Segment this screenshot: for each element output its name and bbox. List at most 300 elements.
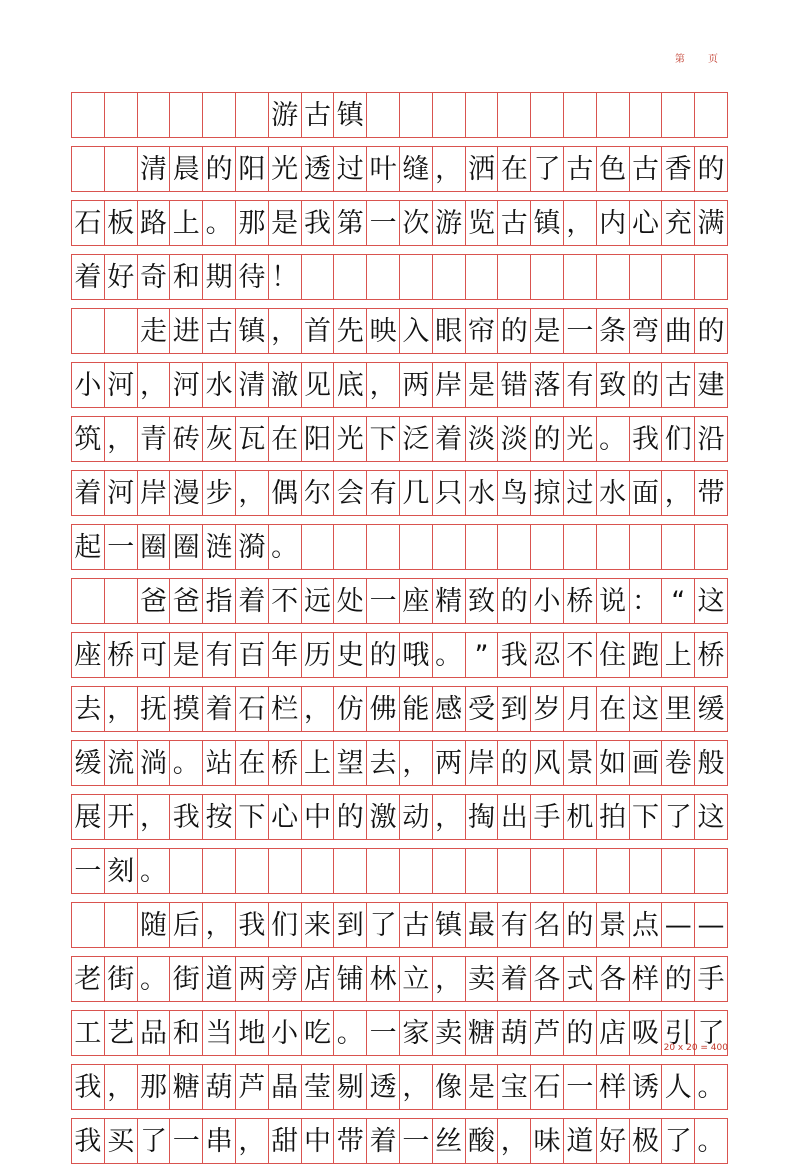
grid-cell: 岸: [433, 363, 466, 407]
grid-cell: [105, 93, 138, 137]
grid-cell: 下: [236, 795, 269, 839]
grid-cell: [597, 255, 630, 299]
grid-cell: 刻: [105, 849, 138, 893]
grid-cell: [466, 849, 499, 893]
grid-cell: 石: [236, 687, 269, 731]
grid-cell: 说: [597, 579, 630, 623]
grid-cell: [105, 903, 138, 947]
grid-cell: 去: [71, 687, 105, 731]
grid-cell: [71, 309, 105, 353]
grid-cell: 漫: [170, 471, 203, 515]
grid-cell: 澈: [269, 363, 302, 407]
grid-row: [71, 92, 728, 138]
grid-cell: 莹: [302, 1065, 335, 1109]
grid-cell: 河: [105, 363, 138, 407]
grid-cell: 是: [269, 201, 302, 245]
grid-cell: 上: [302, 741, 335, 785]
grid-cell: 上: [170, 201, 203, 245]
grid-cell: 镇: [433, 903, 466, 947]
grid-cell: [71, 147, 105, 191]
grid-cell: 宝: [498, 1065, 531, 1109]
grid-cell: 着: [433, 417, 466, 461]
grid-cell: 后: [170, 903, 203, 947]
grid-cell: 机: [564, 795, 597, 839]
grid-cell: 河: [170, 363, 203, 407]
grid-cell: 在: [269, 417, 302, 461]
grid-cell: 游: [433, 201, 466, 245]
grid-cell: [400, 93, 433, 137]
grid-cell: 们: [269, 903, 302, 947]
grid-cell: [367, 849, 400, 893]
grid-cell: 在: [597, 687, 630, 731]
grid-cell: [466, 93, 499, 137]
grid-cell: 老: [71, 957, 105, 1001]
grid-cell: 样: [597, 1065, 630, 1109]
grid-cell: 艺: [105, 1011, 138, 1055]
grid-cell: 底: [334, 363, 367, 407]
grid-cell: 建: [695, 363, 728, 407]
grid-cell: [433, 525, 466, 569]
grid-cell: 店: [302, 957, 335, 1001]
grid-cell: 一: [564, 1065, 597, 1109]
grid-cell: 有: [564, 363, 597, 407]
grid-cell: 是: [531, 309, 564, 353]
grid-cell: 的: [203, 147, 236, 191]
grid-cell: 弯: [630, 309, 663, 353]
grid-cell: 爸: [170, 579, 203, 623]
grid-cell: 着: [71, 255, 105, 299]
grid-cell: 石: [531, 1065, 564, 1109]
grid-cell: 着: [498, 957, 531, 1001]
grid-cell: [203, 849, 236, 893]
grid-cell: 我: [236, 903, 269, 947]
grid-cell: 是: [170, 633, 203, 677]
grid-cell: 店: [597, 1011, 630, 1055]
grid-cell: 我: [630, 417, 663, 461]
grid-cell: [203, 93, 236, 137]
grid-cell: [105, 147, 138, 191]
grid-cell: [531, 525, 564, 569]
grid-cell: 洒: [466, 147, 499, 191]
grid-cell: [662, 93, 695, 137]
grid-count-label: 20 x 20 = 400: [663, 1043, 728, 1053]
grid-cell: 游: [269, 93, 302, 137]
grid-cell: ，: [302, 687, 335, 731]
grid-cell: 们: [662, 417, 695, 461]
grid-cell: [564, 255, 597, 299]
grid-cell: [498, 849, 531, 893]
grid-cell: 清: [236, 363, 269, 407]
grid-cell: 掏: [466, 795, 499, 839]
grid-cell: [597, 93, 630, 137]
grid-cell: 那: [138, 1065, 171, 1109]
grid-cell: [695, 93, 728, 137]
grid-cell: 卖: [466, 957, 499, 1001]
grid-cell: 桥: [105, 633, 138, 677]
grid-cell: 座: [71, 633, 105, 677]
grid-cell: 历: [302, 633, 335, 677]
grid-cell: 着: [236, 579, 269, 623]
grid-cell: [662, 525, 695, 569]
grid-cell: ，: [105, 417, 138, 461]
grid-cell: 展: [71, 795, 105, 839]
grid-cell: 瓦: [236, 417, 269, 461]
grid-cell: 的: [498, 579, 531, 623]
grid-cell: 着: [203, 687, 236, 731]
grid-cell: 水: [466, 471, 499, 515]
grid-cell: 带: [334, 1119, 367, 1163]
grid-cell: [334, 255, 367, 299]
grid-cell: 小: [71, 363, 105, 407]
grid-cell: 仿: [334, 687, 367, 731]
grid-cell: 入: [400, 309, 433, 353]
grid-cell: 映: [367, 309, 400, 353]
grid-cell: 史: [334, 633, 367, 677]
grid-cell: ，: [662, 471, 695, 515]
grid-cell: 清: [138, 147, 171, 191]
grid-cell: 在: [498, 147, 531, 191]
grid-cell: 步: [203, 471, 236, 515]
grid-cell: 味: [531, 1119, 564, 1163]
grid-cell: 座: [400, 579, 433, 623]
grid-cell: ，: [105, 1065, 138, 1109]
grid-cell: 拍: [597, 795, 630, 839]
grid-cell: 出: [498, 795, 531, 839]
grid-cell: 鸟: [498, 471, 531, 515]
grid-cell: 吃: [302, 1011, 335, 1055]
page-number-label: 第 页: [674, 54, 728, 65]
grid-cell: 条: [597, 309, 630, 353]
grid-cell: [564, 93, 597, 137]
grid-cell: 走: [138, 309, 171, 353]
grid-cell: 当: [203, 1011, 236, 1055]
grid-cell: [170, 93, 203, 137]
grid-cell: 着: [71, 471, 105, 515]
grid-cell: 涟: [203, 525, 236, 569]
grid-cell: ”: [466, 633, 499, 677]
grid-cell: [367, 255, 400, 299]
grid-cell: 的: [334, 795, 367, 839]
grid-cell: 的: [695, 309, 728, 353]
grid-row: [71, 146, 728, 192]
grid-cell: 手: [531, 795, 564, 839]
grid-cell: 的: [564, 1011, 597, 1055]
grid-cell: [367, 93, 400, 137]
grid-cell: 我: [302, 201, 335, 245]
grid-cell: 心: [630, 201, 663, 245]
grid-cell: 按: [203, 795, 236, 839]
grid-cell: [466, 525, 499, 569]
grid-cell: 月: [564, 687, 597, 731]
grid-cell: 这: [630, 687, 663, 731]
grid-cell: 的: [564, 903, 597, 947]
grid-cell: 偶: [269, 471, 302, 515]
grid-cell: 古: [400, 903, 433, 947]
grid-cell: 水: [597, 471, 630, 515]
grid-cell: 流: [105, 741, 138, 785]
grid-cell: 感: [433, 687, 466, 731]
grid-cell: 上: [662, 633, 695, 677]
grid-cell: ，: [400, 1065, 433, 1109]
grid-cell: 糖: [170, 1065, 203, 1109]
grid-row: [71, 524, 728, 570]
grid-cell: 掠: [531, 471, 564, 515]
grid-cell: 铺: [334, 957, 367, 1001]
grid-row: [71, 362, 728, 408]
grid-cell: [302, 525, 335, 569]
grid-cell: [695, 849, 728, 893]
grid-cell: 我: [170, 795, 203, 839]
grid-cell: 岸: [466, 741, 499, 785]
grid-row: [71, 848, 728, 894]
grid-cell: 。: [597, 417, 630, 461]
grid-cell: 如: [597, 741, 630, 785]
grid-cell: 可: [138, 633, 171, 677]
grid-cell: 好: [105, 255, 138, 299]
grid-cell: 立: [400, 957, 433, 1001]
grid-row: [71, 200, 728, 246]
grid-cell: 。: [170, 741, 203, 785]
grid-cell: 不: [269, 579, 302, 623]
grid-cell: 淡: [498, 417, 531, 461]
grid-cell: 着: [367, 1119, 400, 1163]
grid-cell: 剔: [334, 1065, 367, 1109]
grid-cell: 名: [531, 903, 564, 947]
grid-cell: [71, 579, 105, 623]
composition-grid: [71, 92, 728, 1172]
grid-cell: 桥: [564, 579, 597, 623]
grid-cell: 爸: [138, 579, 171, 623]
grid-cell: ：: [630, 579, 663, 623]
grid-cell: ，: [498, 1119, 531, 1163]
grid-cell: 满: [695, 201, 728, 245]
grid-cell: [597, 525, 630, 569]
grid-cell: 好: [597, 1119, 630, 1163]
grid-cell: 筑: [71, 417, 105, 461]
grid-cell: 晨: [170, 147, 203, 191]
grid-cell: 景: [564, 741, 597, 785]
grid-cell: 。: [269, 525, 302, 569]
grid-cell: 摸: [170, 687, 203, 731]
grid-row: [71, 632, 728, 678]
grid-cell: ，: [400, 741, 433, 785]
grid-cell: [466, 255, 499, 299]
grid-cell: 透: [302, 147, 335, 191]
grid-cell: 的: [531, 417, 564, 461]
grid-cell: 串: [203, 1119, 236, 1163]
grid-cell: 样: [630, 957, 663, 1001]
grid-cell: 古: [630, 147, 663, 191]
grid-cell: 路: [138, 201, 171, 245]
grid-cell: —: [662, 903, 695, 947]
grid-cell: 站: [203, 741, 236, 785]
grid-cell: [498, 255, 531, 299]
grid-cell: 充: [662, 201, 695, 245]
grid-cell: 圈: [170, 525, 203, 569]
grid-cell: 道: [564, 1119, 597, 1163]
grid-cell: 诱: [630, 1065, 663, 1109]
grid-cell: 抚: [138, 687, 171, 731]
grid-cell: 处: [334, 579, 367, 623]
grid-cell: 曲: [662, 309, 695, 353]
grid-cell: 沿: [695, 417, 728, 461]
grid-cell: 望: [334, 741, 367, 785]
grid-row: [71, 578, 728, 624]
grid-row: [71, 956, 728, 1002]
grid-cell: 地: [236, 1011, 269, 1055]
grid-cell: ，: [203, 903, 236, 947]
grid-cell: 几: [400, 471, 433, 515]
grid-cell: 开: [105, 795, 138, 839]
grid-cell: 年: [269, 633, 302, 677]
grid-cell: [630, 849, 663, 893]
grid-cell: [400, 255, 433, 299]
grid-cell: 吸: [630, 1011, 663, 1055]
grid-cell: 泛: [400, 417, 433, 461]
grid-cell: [105, 579, 138, 623]
grid-cell: 像: [433, 1065, 466, 1109]
grid-cell: 各: [531, 957, 564, 1001]
grid-cell: [433, 849, 466, 893]
grid-cell: 阳: [236, 147, 269, 191]
grid-cell: [400, 525, 433, 569]
grid-cell: 光: [334, 417, 367, 461]
grid-cell: 栏: [269, 687, 302, 731]
grid-cell: [531, 255, 564, 299]
grid-cell: 。: [138, 957, 171, 1001]
grid-cell: 古: [662, 363, 695, 407]
grid-cell: [269, 849, 302, 893]
grid-cell: 和: [170, 1011, 203, 1055]
grid-cell: 漪: [236, 525, 269, 569]
grid-cell: 石: [71, 201, 105, 245]
grid-row: [71, 470, 728, 516]
grid-cell: [105, 309, 138, 353]
grid-cell: 镇: [236, 309, 269, 353]
grid-cell: 览: [466, 201, 499, 245]
grid-cell: 缓: [695, 687, 728, 731]
grid-cell: 一: [71, 849, 105, 893]
grid-cell: 来: [302, 903, 335, 947]
grid-cell: 光: [269, 147, 302, 191]
grid-cell: 河: [105, 471, 138, 515]
grid-cell: 有: [203, 633, 236, 677]
grid-cell: 帘: [466, 309, 499, 353]
grid-row: [71, 902, 728, 948]
grid-cell: 落: [531, 363, 564, 407]
grid-cell: 镇: [531, 201, 564, 245]
grid-cell: 下: [630, 795, 663, 839]
grid-cell: 两: [433, 741, 466, 785]
grid-cell: 小: [269, 1011, 302, 1055]
grid-cell: 我: [498, 633, 531, 677]
grid-cell: 住: [597, 633, 630, 677]
grid-cell: —: [695, 903, 728, 947]
grid-cell: [597, 849, 630, 893]
grid-cell: 酸: [466, 1119, 499, 1163]
grid-cell: [138, 93, 171, 137]
grid-cell: 跑: [630, 633, 663, 677]
grid-cell: 一: [367, 201, 400, 245]
grid-cell: 道: [203, 957, 236, 1001]
grid-cell: ，: [236, 1119, 269, 1163]
grid-cell: 佛: [367, 687, 400, 731]
grid-cell: 中: [302, 795, 335, 839]
grid-cell: 最: [466, 903, 499, 947]
grid-row: [71, 1064, 728, 1110]
grid-cell: [302, 255, 335, 299]
grid-cell: 动: [400, 795, 433, 839]
grid-cell: 下: [367, 417, 400, 461]
grid-cell: 葫: [498, 1011, 531, 1055]
grid-cell: [170, 849, 203, 893]
grid-cell: ，: [269, 309, 302, 353]
grid-cell: 去: [367, 741, 400, 785]
grid-cell: [433, 255, 466, 299]
grid-cell: 色: [597, 147, 630, 191]
grid-cell: 极: [630, 1119, 663, 1163]
grid-cell: 是: [466, 363, 499, 407]
grid-cell: 。: [138, 849, 171, 893]
grid-cell: 心: [269, 795, 302, 839]
grid-cell: 的: [367, 633, 400, 677]
grid-cell: 首: [302, 309, 335, 353]
grid-cell: ，: [138, 363, 171, 407]
grid-cell: 我: [71, 1065, 105, 1109]
grid-cell: [334, 525, 367, 569]
grid-cell: 了: [531, 147, 564, 191]
grid-cell: 进: [170, 309, 203, 353]
grid-cell: 圈: [138, 525, 171, 569]
grid-cell: ，: [433, 957, 466, 1001]
grid-cell: 了: [138, 1119, 171, 1163]
grid-cell: 随: [138, 903, 171, 947]
grid-cell: [695, 255, 728, 299]
grid-cell: 砖: [170, 417, 203, 461]
grid-cell: 芦: [236, 1065, 269, 1109]
grid-cell: 街: [170, 957, 203, 1001]
grid-cell: 一: [367, 1011, 400, 1055]
grid-cell: 甜: [269, 1119, 302, 1163]
grid-cell: 在: [236, 741, 269, 785]
grid-cell: 过: [564, 471, 597, 515]
grid-cell: 面: [630, 471, 663, 515]
grid-cell: [302, 849, 335, 893]
grid-cell: [630, 255, 663, 299]
grid-cell: 奇: [138, 255, 171, 299]
grid-cell: ！: [269, 255, 302, 299]
grid-cell: 中: [302, 1119, 335, 1163]
grid-cell: 过: [334, 147, 367, 191]
grid-cell: [236, 93, 269, 137]
grid-cell: 旁: [269, 957, 302, 1001]
grid-cell: 能: [400, 687, 433, 731]
grid-cell: [630, 93, 663, 137]
grid-row: [71, 254, 728, 300]
grid-row: [71, 1010, 728, 1056]
grid-cell: [498, 525, 531, 569]
grid-cell: 。: [695, 1065, 728, 1109]
grid-cell: 的: [662, 957, 695, 1001]
grid-cell: 一: [367, 579, 400, 623]
grid-cell: 精: [433, 579, 466, 623]
grid-cell: 糖: [466, 1011, 499, 1055]
grid-cell: 有: [367, 471, 400, 515]
grid-cell: 岁: [531, 687, 564, 731]
grid-cell: 激: [367, 795, 400, 839]
grid-cell: 远: [302, 579, 335, 623]
grid-cell: 一: [400, 1119, 433, 1163]
